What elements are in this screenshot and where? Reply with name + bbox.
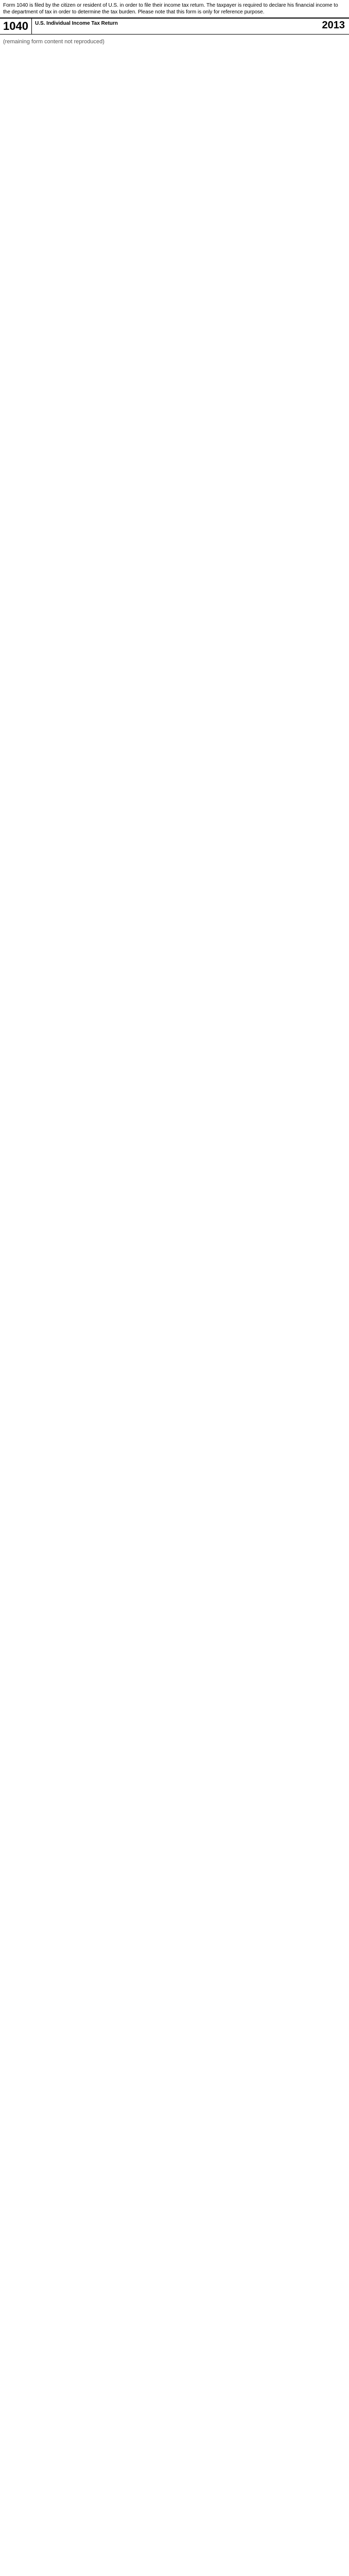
form-number: 1040: [0, 19, 32, 34]
notice-text: Form 1040 is filed by the citizen or resident of U.S. in order to file their income tax return. The taxpayer is required to declare his financial income to the department of tax in order to determine the tax burden. Please note that this form is only for reference purpose.: [3, 3, 338, 15]
form-title: U.S. Individual Income Tax Return: [34, 21, 118, 26]
omitted-content: (remaining form content not reproduced): [3, 39, 104, 45]
form-year: 2013: [322, 20, 345, 31]
form-header: [0, 18, 349, 35]
